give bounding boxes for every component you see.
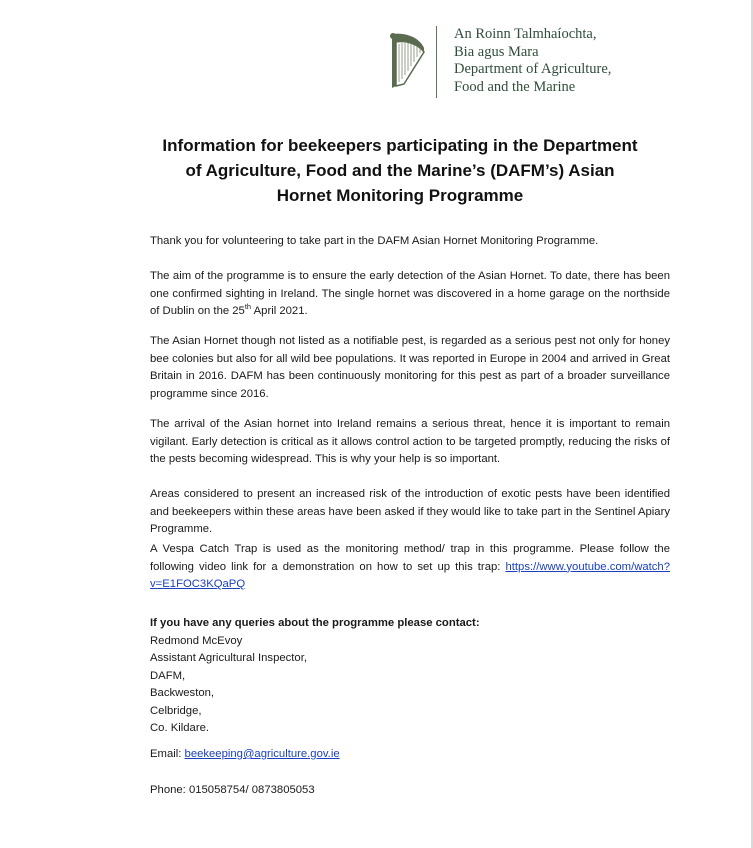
phone-number: 015058754/ 0873805053 <box>188 784 315 796</box>
email-link[interactable]: beekeeping@agriculture.gov.ie <box>184 748 340 760</box>
aim-text: The aim of the programme is to ensure the early detection of the Asian Hornet. To date, there has been one confirmed sighting in Ireland. The single hornet was discovered in a home garage on the northside of Dublin on the 25 <box>150 270 670 317</box>
thanks-paragraph: Thank you for volunteering to take part in the DAFM Asian Hornet Monitoring Programme. <box>150 235 599 247</box>
department-name-english-line-1: Department of Agriculture, <box>454 61 612 77</box>
title-line: Hornet Monitoring Programme <box>276 186 524 205</box>
aim-text-end: April 2021. <box>251 305 308 317</box>
department-name <box>454 26 611 96</box>
youtube-video-link[interactable]: https://www.youtube.com/watch?v=E1FOC3KQaPQ <box>150 560 670 590</box>
title-line: Information for beekeepers participating in the Department <box>162 136 638 155</box>
notifiable-pest-paragraph: The Asian Hornet though not listed as a notifiable pest, is regarded as a serious pest not only for honey bee colonies but also for all wild bee populations. It was reported in Europe in 2004 and arrived in Great Britain in 2016. DAFM has been continuously monitoring for this pest as part of a broader surveillance programme since 2016. <box>150 335 670 400</box>
phone-label: Phone: <box>150 784 186 796</box>
department-name-irish-line-2: Bia agus Mara <box>454 43 539 60</box>
trap-text: A Vespa Catch Trap is used as the monitoring method/ trap in this programme. Please follow the following video link for a demonstration on how to set up this trap: <box>150 543 670 573</box>
contact-address-line: Celbridge, <box>150 704 202 717</box>
title-line: of Agriculture, Food and the Marine’s (DAFM’s) Asian <box>185 161 615 180</box>
risk-areas-paragraph: Areas considered to present an increased risk of the introduction of exotic pests have been identified and beekeepers within these areas have been asked if they would like to take part in the Sentinel Apiary Programme. <box>150 488 670 535</box>
contact-role: Assistant Agricultural Inspector, <box>150 652 307 664</box>
threat-paragraph: The arrival of the Asian hornet into Ireland remains a serious threat, hence it is important to remain vigilant. Early detection is critical as it allows control action to be targeted promptly, reducing the risks of the pests becoming widespread. This is why your help is so important. <box>150 418 670 465</box>
department-logo <box>384 20 684 104</box>
trap-paragraph <box>150 541 670 594</box>
aim-paragraph <box>150 268 670 321</box>
department-name-irish-line-1: An Roinn Talmhaíochta, <box>454 26 597 42</box>
department-name-english-line-2: Food and the Marine <box>454 78 576 95</box>
contact-address-line: Co. Kildare. <box>150 722 210 734</box>
contact-heading: If you have any queries about the programme please contact: <box>150 617 480 629</box>
logo-divider <box>436 26 437 98</box>
ordinal-suffix: th <box>244 302 252 312</box>
phone-line <box>150 782 670 800</box>
harp-icon <box>384 30 428 92</box>
page-title <box>120 133 680 208</box>
email-label: Email: <box>150 748 182 760</box>
contact-block <box>150 615 670 738</box>
email-line <box>150 746 670 764</box>
contact-address-line: Backweston, <box>150 687 215 699</box>
contact-name: Redmond McEvoy <box>150 634 243 647</box>
contact-org: DAFM, <box>150 669 186 682</box>
